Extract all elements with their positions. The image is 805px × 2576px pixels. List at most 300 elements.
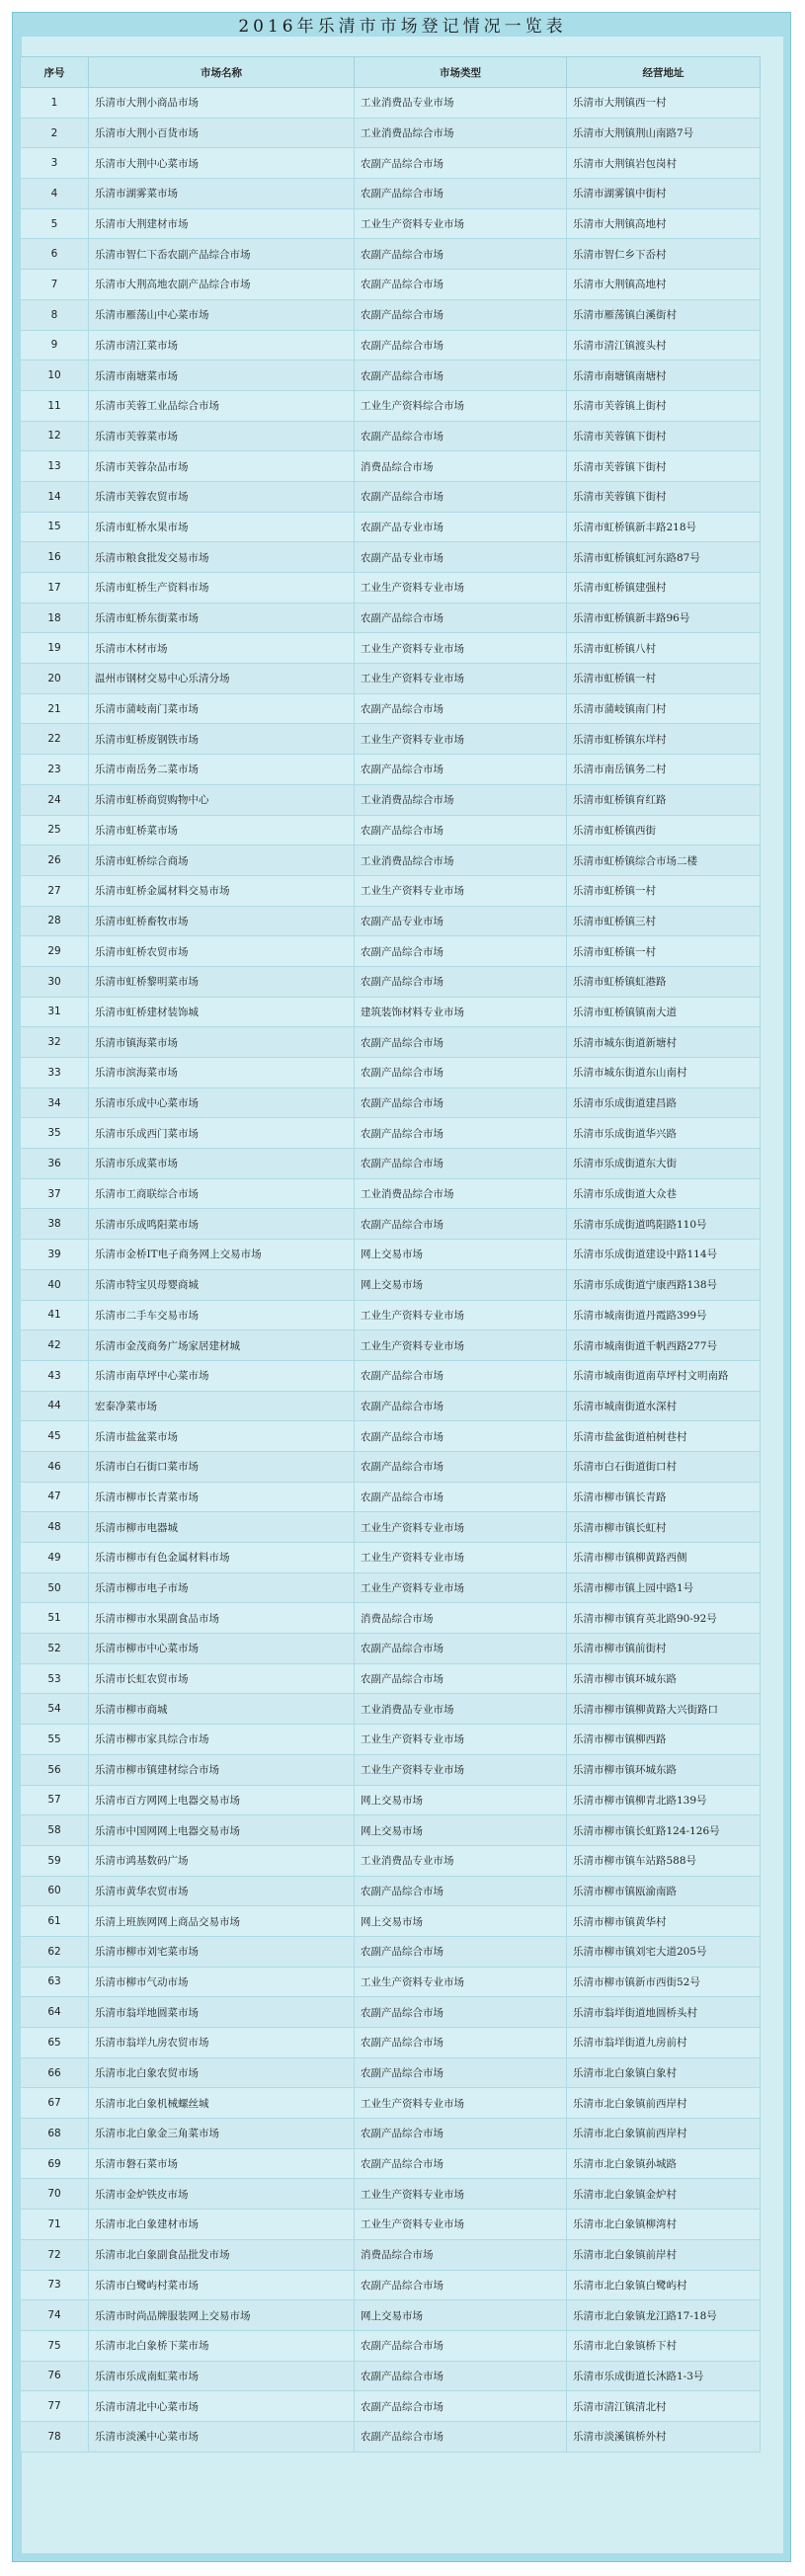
cell-index: 61 xyxy=(21,1906,89,1937)
table-row xyxy=(21,724,761,755)
cell-address: 乐清市乐成街道建设中路114号 xyxy=(567,1240,761,1270)
table-row xyxy=(21,1027,761,1058)
cell-index: 42 xyxy=(21,1330,89,1361)
table-row xyxy=(21,1149,761,1179)
cell-market-type: 农副产品综合市场 xyxy=(355,2148,567,2179)
cell-market-type: 网上交易市场 xyxy=(355,1269,567,1300)
cell-index: 46 xyxy=(21,1451,89,1482)
cell-market-type: 农副产品综合市场 xyxy=(355,2028,567,2058)
cell-market-type: 农副产品综合市场 xyxy=(355,299,567,330)
table-row xyxy=(21,2361,761,2391)
cell-index: 64 xyxy=(21,1997,89,2028)
cell-market-type: 网上交易市场 xyxy=(355,1240,567,1270)
cell-address: 乐清市北白象镇金炉村 xyxy=(567,2179,761,2210)
cell-market-name: 乐清市柳市刘宅菜市场 xyxy=(89,1936,355,1967)
table-row xyxy=(21,2088,761,2119)
cell-index: 9 xyxy=(21,330,89,361)
cell-market-name: 乐清市芙蓉工业品综合市场 xyxy=(89,390,355,421)
cell-address: 乐清市虹桥镇一村 xyxy=(567,664,761,694)
cell-index: 28 xyxy=(21,906,89,936)
cell-address: 乐清市乐成街道鸣阳路110号 xyxy=(567,1209,761,1240)
cell-market-name: 乐清市柳市商城 xyxy=(89,1694,355,1725)
cell-market-name: 乐清市智仁下岙农副产品综合市场 xyxy=(89,239,355,270)
cell-index: 21 xyxy=(21,693,89,724)
cell-index: 8 xyxy=(21,299,89,330)
table-row xyxy=(21,815,761,845)
cell-market-type: 农副产品专业市场 xyxy=(355,542,567,573)
table-row xyxy=(21,1785,761,1815)
cell-address: 乐清市清江镇渡头村 xyxy=(567,330,761,361)
cell-market-name: 乐清市虹桥农贸市场 xyxy=(89,936,355,967)
cell-index: 43 xyxy=(21,1360,89,1391)
cell-market-name: 乐清市北白象建材市场 xyxy=(89,2210,355,2240)
cell-market-type: 农副产品综合市场 xyxy=(355,2270,567,2300)
table-row xyxy=(21,1391,761,1421)
cell-market-name: 乐清市大荆中心菜市场 xyxy=(89,148,355,179)
cell-market-name: 乐清市芙蓉杂品市场 xyxy=(89,451,355,482)
cell-market-type: 工业生产资料专业市场 xyxy=(355,633,567,664)
cell-market-name: 乐清市长虹农贸市场 xyxy=(89,1663,355,1694)
cell-index: 44 xyxy=(21,1391,89,1421)
cell-index: 59 xyxy=(21,1845,89,1876)
cell-index: 15 xyxy=(21,512,89,542)
cell-address: 乐清市柳市镇柳西路 xyxy=(567,1725,761,1755)
cell-address: 乐清市白石街道街口村 xyxy=(567,1451,761,1482)
cell-market-name: 乐清市虹桥生产资料市场 xyxy=(89,573,355,604)
cell-market-name: 乐清市中国网网上电器交易市场 xyxy=(89,1815,355,1846)
table-row xyxy=(21,270,761,300)
cell-market-type: 农副产品综合市场 xyxy=(355,755,567,785)
cell-market-type: 工业消费品综合市场 xyxy=(355,784,567,815)
cell-index: 16 xyxy=(21,542,89,573)
cell-market-name: 乐清市黄华农贸市场 xyxy=(89,1876,355,1906)
table-row xyxy=(21,1360,761,1391)
cell-market-name: 乐清市柳市镇建材综合市场 xyxy=(89,1754,355,1785)
cell-market-name: 乐清市芙蓉菜市场 xyxy=(89,421,355,451)
cell-address: 乐清市北白象镇桥下村 xyxy=(567,2330,761,2361)
cell-market-type: 农副产品综合市场 xyxy=(355,2391,567,2422)
cell-market-type: 农副产品综合市场 xyxy=(355,1118,567,1149)
cell-market-type: 农副产品综合市场 xyxy=(355,936,567,967)
table-row xyxy=(21,1421,761,1452)
cell-market-name: 乐清市柳市气动市场 xyxy=(89,1967,355,1997)
cell-address: 乐清市大荆镇西一村 xyxy=(567,88,761,119)
cell-index: 22 xyxy=(21,724,89,755)
cell-market-name: 乐清市柳市水果副食品市场 xyxy=(89,1603,355,1634)
cell-market-name: 乐清市滨海菜市场 xyxy=(89,1058,355,1088)
cell-market-name: 乐清市二手车交易市场 xyxy=(89,1300,355,1330)
cell-address: 乐清市柳市镇长虹路124-126号 xyxy=(567,1815,761,1846)
table-row xyxy=(21,208,761,239)
cell-market-name: 乐清市乐成鸣阳菜市场 xyxy=(89,1209,355,1240)
cell-market-name: 乐清市翁垟九房农贸市场 xyxy=(89,2028,355,2058)
cell-market-name: 乐清市湖雾菜市场 xyxy=(89,179,355,209)
cell-index: 56 xyxy=(21,1754,89,1785)
cell-market-name: 乐清市南塘菜市场 xyxy=(89,361,355,391)
cell-market-type: 农副产品综合市场 xyxy=(355,2057,567,2088)
cell-market-type: 工业消费品综合市场 xyxy=(355,845,567,876)
cell-market-type: 农副产品综合市场 xyxy=(355,2361,567,2391)
cell-index: 14 xyxy=(21,481,89,512)
cell-index: 65 xyxy=(21,2028,89,2058)
cell-market-name: 乐清市白鹭屿村菜市场 xyxy=(89,2270,355,2300)
cell-market-name: 乐清市大荆建材市场 xyxy=(89,208,355,239)
table-row xyxy=(21,1209,761,1240)
cell-market-name: 乐清市虹桥金属材料交易市场 xyxy=(89,875,355,906)
cell-index: 39 xyxy=(21,1240,89,1270)
cell-address: 乐清市虹桥镇一村 xyxy=(567,875,761,906)
cell-market-name: 乐清市柳市电子市场 xyxy=(89,1572,355,1603)
table-row xyxy=(21,2210,761,2240)
cell-market-type: 农副产品综合市场 xyxy=(355,148,567,179)
cell-address: 乐清市大荆镇高地村 xyxy=(567,208,761,239)
table-body xyxy=(21,88,761,2453)
table-row xyxy=(21,1572,761,1603)
cell-address: 乐清市柳市镇柳青北路139号 xyxy=(567,1785,761,1815)
cell-address: 乐清市盐盆街道柏树巷村 xyxy=(567,1421,761,1452)
cell-market-type: 工业消费品专业市场 xyxy=(355,1845,567,1876)
cell-index: 45 xyxy=(21,1421,89,1452)
cell-market-name: 乐清市北白象机械螺丝城 xyxy=(89,2088,355,2119)
cell-market-type: 网上交易市场 xyxy=(355,1906,567,1937)
cell-address: 乐清市大荆镇高地村 xyxy=(567,270,761,300)
cell-index: 52 xyxy=(21,1634,89,1664)
cell-market-type: 工业生产资料专业市场 xyxy=(355,724,567,755)
cell-index: 17 xyxy=(21,573,89,604)
cell-market-name: 乐清市虹桥黎明菜市场 xyxy=(89,966,355,997)
table-row xyxy=(21,2057,761,2088)
cell-address: 乐清市北白象镇白鹭屿村 xyxy=(567,2270,761,2300)
cell-market-name: 乐清市乐成南虹菜市场 xyxy=(89,2361,355,2391)
table-row xyxy=(21,2148,761,2179)
cell-index: 30 xyxy=(21,966,89,997)
cell-market-name: 乐清市虹桥建材装饰城 xyxy=(89,997,355,1027)
cell-market-type: 农副产品综合市场 xyxy=(355,481,567,512)
cell-market-name: 乐清市盐盆菜市场 xyxy=(89,1421,355,1452)
cell-address: 乐清市城东街道东山南村 xyxy=(567,1058,761,1088)
cell-market-type: 工业消费品专业市场 xyxy=(355,1694,567,1725)
cell-index: 47 xyxy=(21,1482,89,1512)
cell-index: 13 xyxy=(21,451,89,482)
cell-address: 乐清市虹桥镇镇南大道 xyxy=(567,997,761,1027)
cell-index: 6 xyxy=(21,239,89,270)
cell-market-name: 乐清市时尚品牌服装网上交易市场 xyxy=(89,2300,355,2331)
cell-address: 乐清市柳市镇育英北路90-92号 xyxy=(567,1603,761,1634)
table-row xyxy=(21,2270,761,2300)
cell-market-name: 宏泰净菜市场 xyxy=(89,1391,355,1421)
cell-address: 乐清市清江镇清北村 xyxy=(567,2391,761,2422)
table-row xyxy=(21,330,761,361)
cell-market-name: 乐清市虹桥菜市场 xyxy=(89,815,355,845)
table-row xyxy=(21,1663,761,1694)
table-row xyxy=(21,693,761,724)
cell-index: 72 xyxy=(21,2239,89,2270)
cell-address: 乐清市乐成街道大众巷 xyxy=(567,1178,761,1209)
cell-address: 乐清市芙蓉镇下街村 xyxy=(567,451,761,482)
cell-address: 乐清市翁垟街道地圆桥头村 xyxy=(567,1997,761,2028)
cell-index: 23 xyxy=(21,755,89,785)
cell-market-name: 乐清上班族网网上商品交易市场 xyxy=(89,1906,355,1937)
cell-market-name: 乐清市北白象副食品批发市场 xyxy=(89,2239,355,2270)
cell-address: 乐清市虹桥镇虹河东路87号 xyxy=(567,542,761,573)
cell-market-name: 乐清市大荆高地农副产品综合市场 xyxy=(89,270,355,300)
table-row xyxy=(21,633,761,664)
cell-address: 乐清市柳市镇黄华村 xyxy=(567,1906,761,1937)
table-row xyxy=(21,361,761,391)
cell-market-name: 乐清市芙蓉农贸市场 xyxy=(89,481,355,512)
market-table xyxy=(20,56,761,2453)
table-row xyxy=(21,88,761,119)
cell-index: 1 xyxy=(21,88,89,119)
cell-address: 乐清市北白象镇孙城路 xyxy=(567,2148,761,2179)
cell-address: 乐清市北白象镇前岸村 xyxy=(567,2239,761,2270)
cell-market-type: 农副产品综合市场 xyxy=(355,815,567,845)
cell-index: 33 xyxy=(21,1058,89,1088)
table-row xyxy=(21,603,761,633)
page-title: 2016年乐清市市场登记情况一览表 xyxy=(238,17,567,37)
cell-address: 乐清市城南街道千帆西路277号 xyxy=(567,1330,761,1361)
cell-index: 26 xyxy=(21,845,89,876)
cell-address: 乐清市柳市镇长青路 xyxy=(567,1482,761,1512)
cell-market-name: 乐清市乐成西门菜市场 xyxy=(89,1118,355,1149)
cell-index: 69 xyxy=(21,2148,89,2179)
cell-market-name: 乐清市金炉铁皮市场 xyxy=(89,2179,355,2210)
cell-market-name: 乐清市百方网网上电器交易市场 xyxy=(89,1785,355,1815)
cell-market-type: 农副产品综合市场 xyxy=(355,361,567,391)
cell-market-type: 工业生产资料专业市场 xyxy=(355,1572,567,1603)
cell-market-name: 乐清市北白象农贸市场 xyxy=(89,2057,355,2088)
cell-market-name: 乐清市雁荡山中心菜市场 xyxy=(89,299,355,330)
cell-index: 5 xyxy=(21,208,89,239)
table-row xyxy=(21,421,761,451)
table-row xyxy=(21,1178,761,1209)
cell-market-type: 工业生产资料专业市场 xyxy=(355,2210,567,2240)
cell-address: 乐清市芙蓉镇上街村 xyxy=(567,390,761,421)
table-row xyxy=(21,2239,761,2270)
cell-address: 乐清市虹桥镇建强村 xyxy=(567,573,761,604)
table-row xyxy=(21,573,761,604)
cell-market-type: 农副产品综合市场 xyxy=(355,2119,567,2149)
cell-index: 70 xyxy=(21,2179,89,2210)
cell-market-name: 乐清市虹桥综合商场 xyxy=(89,845,355,876)
cell-address: 乐清市城南街道水深村 xyxy=(567,1391,761,1421)
cell-market-name: 乐清市柳市中心菜市场 xyxy=(89,1634,355,1664)
cell-index: 60 xyxy=(21,1876,89,1906)
cell-market-name: 乐清市木材市场 xyxy=(89,633,355,664)
cell-address: 乐清市乐成街道建昌路 xyxy=(567,1087,761,1118)
cell-market-name: 乐清市粮食批发交易市场 xyxy=(89,542,355,573)
cell-address: 乐清市虹桥镇八村 xyxy=(567,633,761,664)
table-row xyxy=(21,1300,761,1330)
table-row xyxy=(21,481,761,512)
cell-index: 53 xyxy=(21,1663,89,1694)
cell-market-type: 工业生产资料专业市场 xyxy=(355,2179,567,2210)
table-row xyxy=(21,1451,761,1482)
cell-market-type: 消费品综合市场 xyxy=(355,1603,567,1634)
cell-market-type: 农副产品综合市场 xyxy=(355,239,567,270)
cell-index: 18 xyxy=(21,603,89,633)
cell-market-type: 工业生产资料专业市场 xyxy=(355,2088,567,2119)
cell-address: 乐清市智仁乡下岙村 xyxy=(567,239,761,270)
table-row xyxy=(21,148,761,179)
cell-address: 乐清市湖雾镇中街村 xyxy=(567,179,761,209)
cell-market-name: 乐清市大荆小百货市场 xyxy=(89,118,355,148)
cell-market-name: 乐清市虹桥水果市场 xyxy=(89,512,355,542)
cell-market-type: 网上交易市场 xyxy=(355,1785,567,1815)
cell-address: 乐清市乐成街道东大街 xyxy=(567,1149,761,1179)
table-row xyxy=(21,542,761,573)
cell-market-type: 农副产品综合市场 xyxy=(355,603,567,633)
table-row xyxy=(21,997,761,1027)
table-row xyxy=(21,2330,761,2361)
cell-address: 乐清市北白象镇柳湾村 xyxy=(567,2210,761,2240)
cell-market-type: 消费品综合市场 xyxy=(355,451,567,482)
table-row xyxy=(21,2179,761,2210)
cell-market-type: 农副产品综合市场 xyxy=(355,1149,567,1179)
cell-market-type: 工业生产资料专业市场 xyxy=(355,1967,567,1997)
cell-market-type: 农副产品综合市场 xyxy=(355,1391,567,1421)
cell-index: 58 xyxy=(21,1815,89,1846)
cell-market-name: 乐清市大荆小商品市场 xyxy=(89,88,355,119)
cell-address: 乐清市虹桥镇新丰路218号 xyxy=(567,512,761,542)
cell-index: 3 xyxy=(21,148,89,179)
cell-market-type: 农副产品综合市场 xyxy=(355,1058,567,1088)
cell-market-name: 乐清市虹桥东街菜市场 xyxy=(89,603,355,633)
cell-index: 51 xyxy=(21,1603,89,1634)
cell-index: 62 xyxy=(21,1936,89,1967)
cell-index: 12 xyxy=(21,421,89,451)
table-row xyxy=(21,390,761,421)
cell-address: 乐清市乐成街道长沐路1-3号 xyxy=(567,2361,761,2391)
header-index: 序号 xyxy=(21,57,89,88)
cell-market-type: 网上交易市场 xyxy=(355,1815,567,1846)
cell-address: 乐清市大荆镇荆山南路7号 xyxy=(567,118,761,148)
cell-address: 乐清市虹桥镇综合市场二楼 xyxy=(567,845,761,876)
cell-index: 77 xyxy=(21,2391,89,2422)
table-row xyxy=(21,1997,761,2028)
cell-address: 乐清市柳市镇刘宅大道205号 xyxy=(567,1936,761,1967)
cell-market-type: 消费品综合市场 xyxy=(355,2239,567,2270)
cell-market-name: 乐清市虹桥畜牧市场 xyxy=(89,906,355,936)
cell-market-type: 工业消费品综合市场 xyxy=(355,1178,567,1209)
cell-market-name: 乐清市清北中心菜市场 xyxy=(89,2391,355,2422)
cell-market-name: 乐清市特宝贝母婴商城 xyxy=(89,1269,355,1300)
header-market-name: 市场名称 xyxy=(89,57,355,88)
table-row xyxy=(21,2391,761,2422)
table-row xyxy=(21,875,761,906)
cell-index: 2 xyxy=(21,118,89,148)
cell-index: 7 xyxy=(21,270,89,300)
header-market-type: 市场类型 xyxy=(355,57,567,88)
cell-index: 35 xyxy=(21,1118,89,1149)
cell-market-type: 农副产品综合市场 xyxy=(355,1087,567,1118)
cell-address: 乐清市淡溪镇桥外村 xyxy=(567,2421,761,2452)
cell-address: 乐清市芙蓉镇下街村 xyxy=(567,421,761,451)
cell-market-name: 乐清市镇海菜市场 xyxy=(89,1027,355,1058)
cell-index: 29 xyxy=(21,936,89,967)
table-row xyxy=(21,1118,761,1149)
cell-market-name: 乐清市北白象金三角菜市场 xyxy=(89,2119,355,2149)
cell-index: 75 xyxy=(21,2330,89,2361)
cell-market-type: 工业生产资料专业市场 xyxy=(355,1543,567,1573)
cell-address: 乐清市虹桥镇新丰路96号 xyxy=(567,603,761,633)
cell-index: 10 xyxy=(21,361,89,391)
cell-address: 乐清市柳市镇柳黄路大兴街路口 xyxy=(567,1694,761,1725)
cell-address: 乐清市虹桥镇虹港路 xyxy=(567,966,761,997)
cell-address: 乐清市北白象镇龙江路17-18号 xyxy=(567,2300,761,2331)
cell-index: 50 xyxy=(21,1572,89,1603)
cell-market-type: 工业生产资料专业市场 xyxy=(355,1754,567,1785)
cell-address: 乐清市柳市镇长虹村 xyxy=(567,1512,761,1543)
cell-index: 25 xyxy=(21,815,89,845)
table-row xyxy=(21,1603,761,1634)
cell-address: 乐清市城东街道新塘村 xyxy=(567,1027,761,1058)
cell-market-name: 乐清市磐石菜市场 xyxy=(89,2148,355,2179)
cell-address: 乐清市芙蓉镇下街村 xyxy=(567,481,761,512)
cell-address: 乐清市乐成街道宁康西路138号 xyxy=(567,1269,761,1300)
cell-market-type: 建筑装饰材料专业市场 xyxy=(355,997,567,1027)
cell-address: 乐清市南岳镇务二村 xyxy=(567,755,761,785)
cell-market-type: 农副产品综合市场 xyxy=(355,1027,567,1058)
table-row xyxy=(21,784,761,815)
cell-index: 71 xyxy=(21,2210,89,2240)
cell-market-type: 工业生产资料专业市场 xyxy=(355,1330,567,1361)
cell-market-type: 工业生产资料专业市场 xyxy=(355,664,567,694)
table-row xyxy=(21,1815,761,1846)
cell-market-name: 乐清市柳市电器城 xyxy=(89,1512,355,1543)
cell-market-type: 农副产品综合市场 xyxy=(355,2421,567,2452)
cell-index: 76 xyxy=(21,2361,89,2391)
table-row xyxy=(21,1058,761,1088)
cell-market-type: 农副产品综合市场 xyxy=(355,1634,567,1664)
cell-index: 31 xyxy=(21,997,89,1027)
cell-market-name: 温州市钢材交易中心乐清分场 xyxy=(89,664,355,694)
cell-address: 乐清市翁垟街道九房前村 xyxy=(567,2028,761,2058)
cell-index: 20 xyxy=(21,664,89,694)
cell-index: 37 xyxy=(21,1178,89,1209)
cell-index: 66 xyxy=(21,2057,89,2088)
table-row xyxy=(21,512,761,542)
cell-market-name: 乐清市柳市长青菜市场 xyxy=(89,1482,355,1512)
cell-index: 48 xyxy=(21,1512,89,1543)
cell-market-type: 工业消费品专业市场 xyxy=(355,88,567,119)
table-row xyxy=(21,1543,761,1573)
cell-address: 乐清市北白象镇前西岸村 xyxy=(567,2119,761,2149)
cell-market-name: 乐清市金桥IT电子商务网上交易市场 xyxy=(89,1240,355,1270)
table-row xyxy=(21,2421,761,2452)
table-row xyxy=(21,1754,761,1785)
cell-address: 乐清市柳市镇环城东路 xyxy=(567,1663,761,1694)
cell-index: 54 xyxy=(21,1694,89,1725)
cell-index: 36 xyxy=(21,1149,89,1179)
table-row xyxy=(21,2028,761,2058)
cell-index: 67 xyxy=(21,2088,89,2119)
table-row xyxy=(21,451,761,482)
cell-address: 乐清市虹桥镇育红路 xyxy=(567,784,761,815)
table-row xyxy=(21,2119,761,2149)
cell-market-type: 工业生产资料专业市场 xyxy=(355,1512,567,1543)
cell-index: 11 xyxy=(21,390,89,421)
cell-address: 乐清市虹桥镇三村 xyxy=(567,906,761,936)
cell-address: 乐清市蒲岐镇南门村 xyxy=(567,693,761,724)
cell-market-name: 乐清市乐成菜市场 xyxy=(89,1149,355,1179)
cell-market-type: 工业生产资料专业市场 xyxy=(355,875,567,906)
cell-address: 乐清市柳市镇新市西街52号 xyxy=(567,1967,761,1997)
cell-market-name: 乐清市虹桥废钢铁市场 xyxy=(89,724,355,755)
cell-market-type: 工业生产资料专业市场 xyxy=(355,573,567,604)
cell-address: 乐清市柳市镇前街村 xyxy=(567,1634,761,1664)
cell-market-type: 农副产品综合市场 xyxy=(355,966,567,997)
